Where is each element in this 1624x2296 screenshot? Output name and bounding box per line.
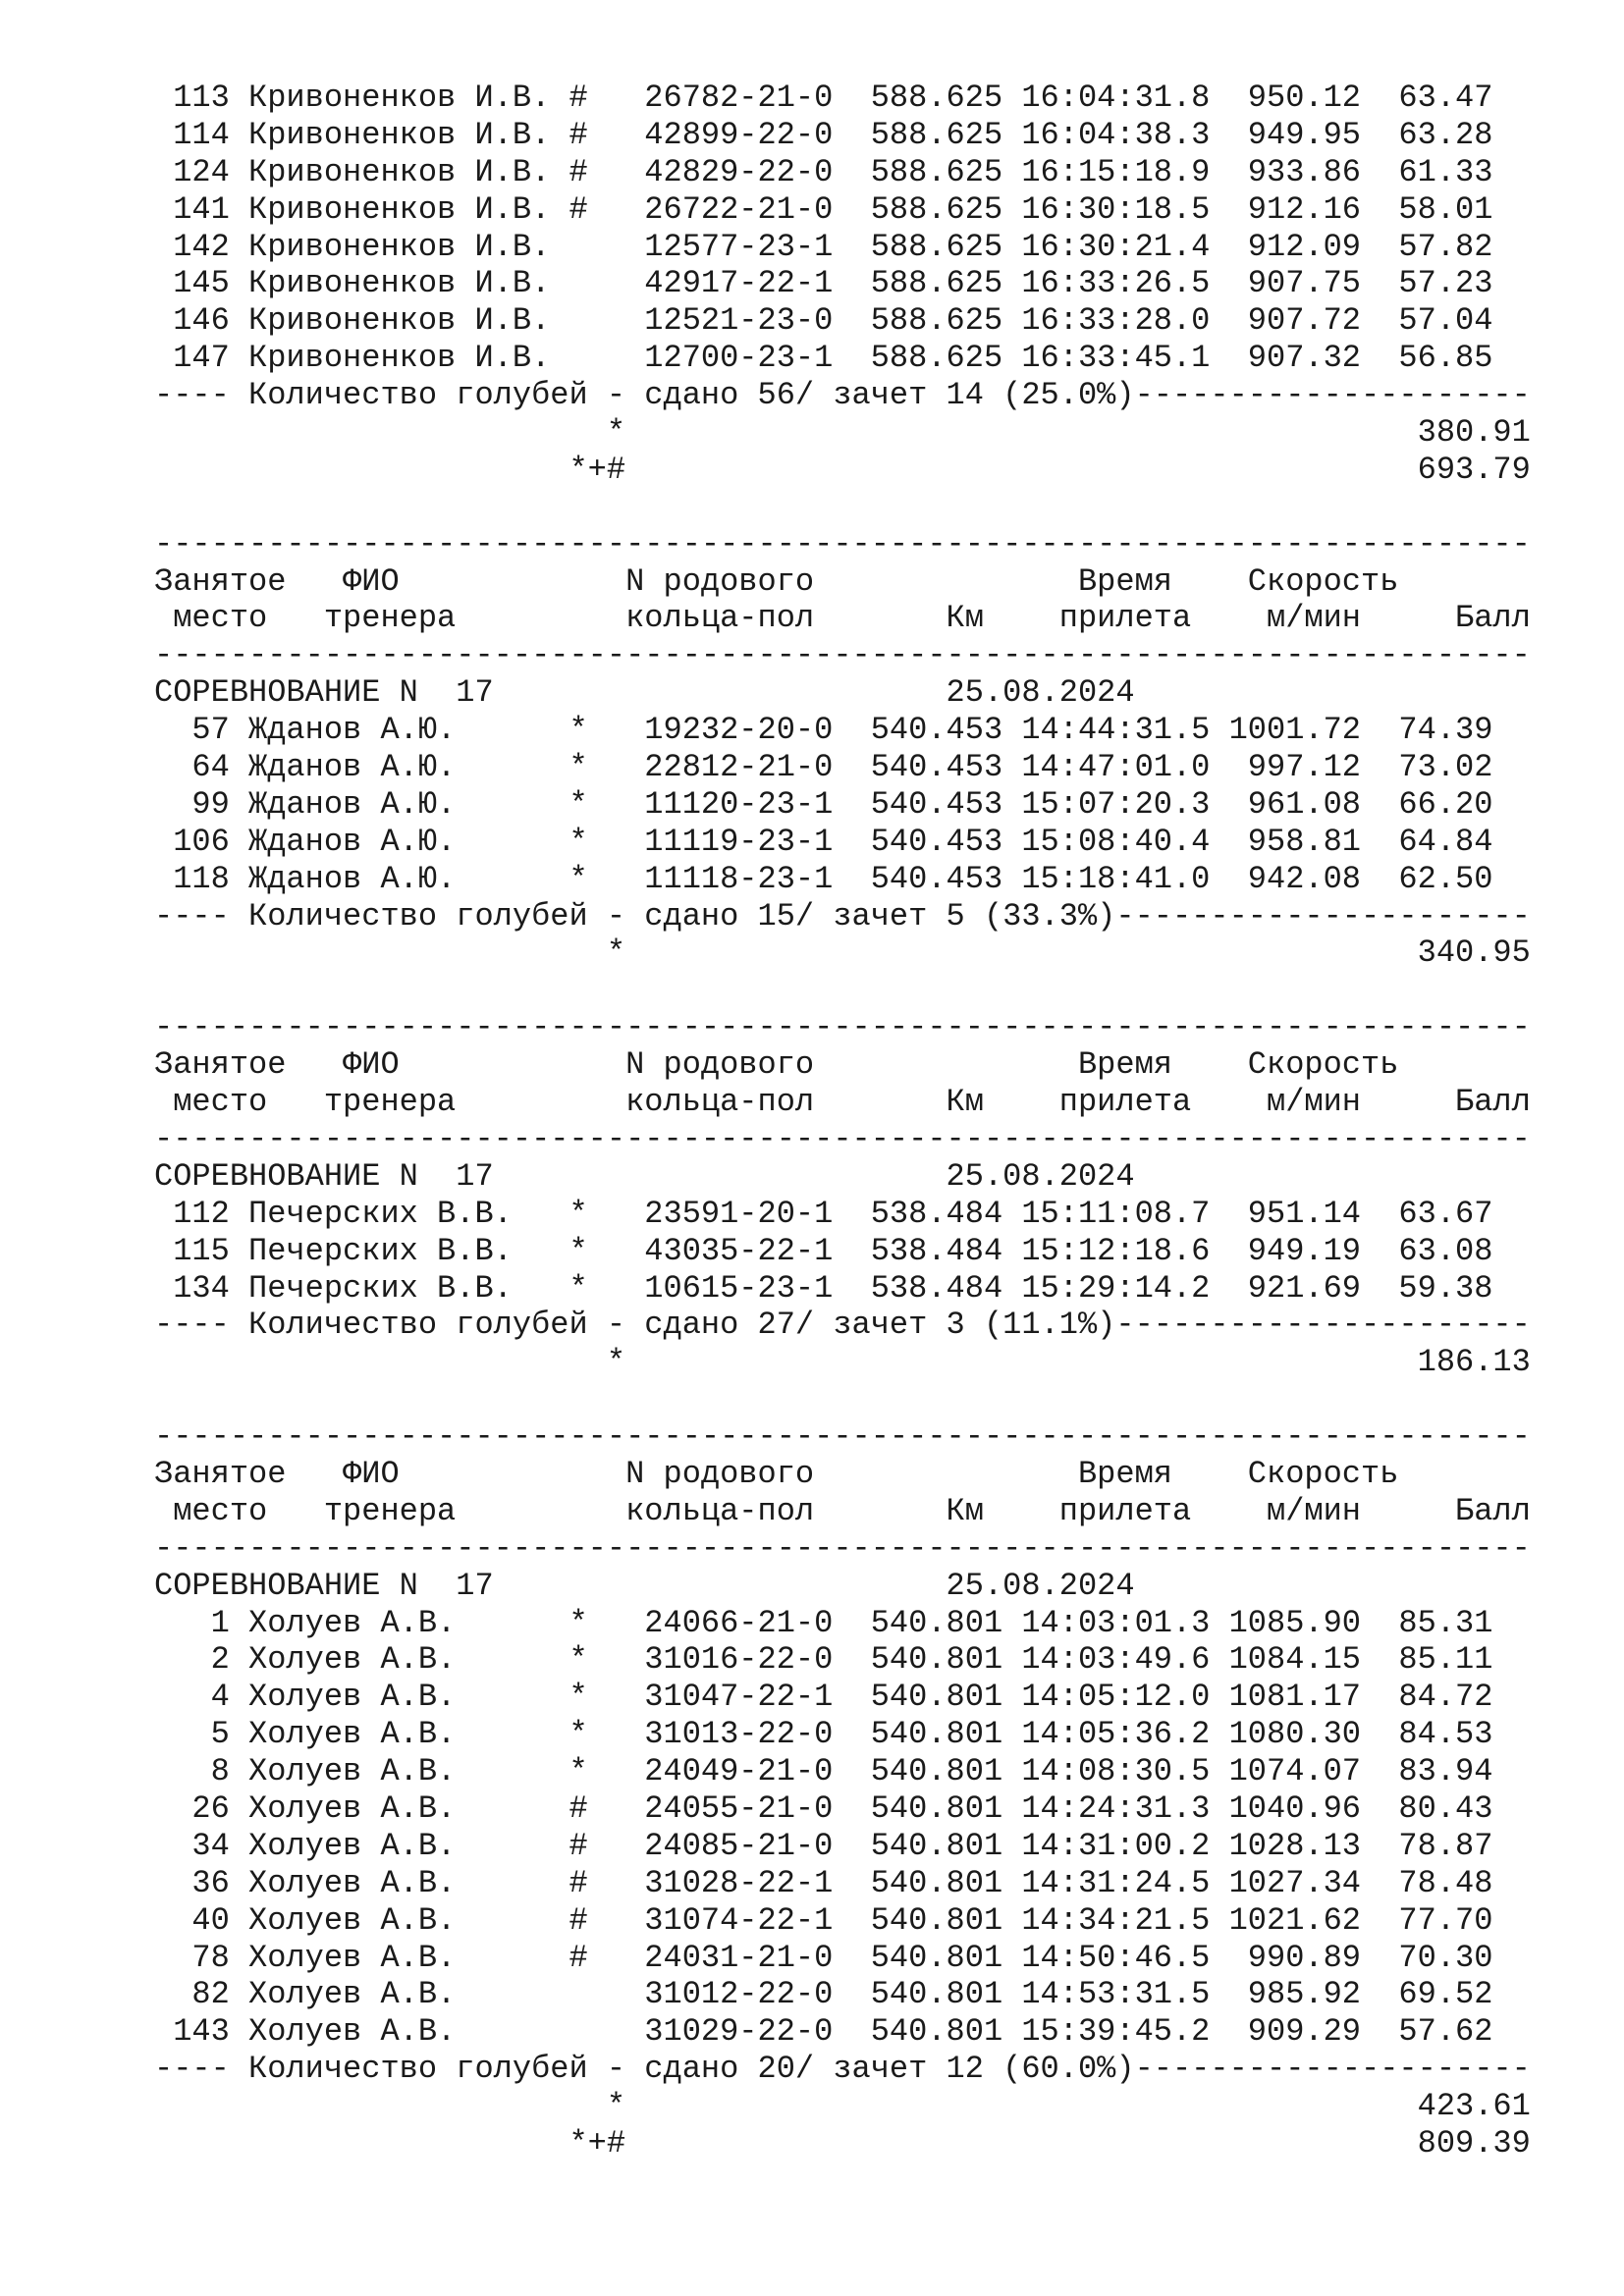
table-row: 4 Холуев А.В. * 31047-22-1 540.801 14:05:12.0 1081.17 84.72 — [154, 1679, 1493, 1716]
separator: ------------------------------------------------------------------------- — [154, 1120, 1531, 1157]
table-row: 34 Холуев А.В. # 24085-21-0 540.801 14:31:00.2 1028.13 78.87 — [154, 1827, 1493, 1864]
competition-title: СОРЕВНОВАНИЕ N 17 25.08.2024 — [154, 1157, 1135, 1195]
table-header-top: Занятое ФИО N родового Время Скорость — [154, 1046, 1399, 1084]
total-row: * 340.95 — [154, 934, 1531, 972]
table-row: 1 Холуев А.В. * 24066-21-0 540.801 14:03:01.3 1085.90 85.31 — [154, 1604, 1493, 1641]
competition-title: СОРЕВНОВАНИЕ N 17 25.08.2024 — [154, 1567, 1135, 1604]
total-row: * 423.61 — [154, 2088, 1531, 2125]
table-row: 124 Кривоненков И.В. # 42829-22-0 588.625 16:15:18.9 933.86 61.33 — [154, 153, 1493, 190]
table-header-bottom: место тренера кольца-пол Км прилета м/мин Балл — [154, 600, 1531, 637]
total-row: *+# 809.39 — [154, 2124, 1531, 2162]
table-row: 143 Холуев А.В. 31029-22-0 540.801 15:39:45.2 909.29 57.62 — [154, 2013, 1493, 2051]
table-row: 142 Кривоненков И.В. 12577-23-1 588.625 16:30:21.4 912.09 57.82 — [154, 228, 1493, 265]
total-row: * 186.13 — [154, 1344, 1531, 1381]
table-row: 106 Жданов А.Ю. * 11119-23-1 540.453 15:08:40.4 958.81 64.84 — [154, 823, 1493, 860]
table-row: 112 Печерских В.В. * 23591-20-1 538.484 15:11:08.7 951.14 63.67 — [154, 1195, 1493, 1232]
table-row: 115 Печерских В.В. * 43035-22-1 538.484 15:12:18.6 949.19 63.08 — [154, 1232, 1493, 1269]
table-header-bottom: место тренера кольца-пол Км прилета м/мин Балл — [154, 1492, 1531, 1529]
table-row: 57 Жданов А.Ю. * 19232-20-0 540.453 14:44:31.5 1001.72 74.39 — [154, 712, 1493, 749]
table-row: 40 Холуев А.В. # 31074-22-1 540.801 14:34:21.5 1021.62 77.70 — [154, 1901, 1493, 1939]
total-row: * 380.91 — [154, 414, 1531, 452]
summary-line: ---- Количество голубей - сдано 27/ зачет 3 (11.1%)---------------------- — [154, 1307, 1531, 1344]
table-row: 26 Холуев А.В. # 24055-21-0 540.801 14:24:31.3 1040.96 80.43 — [154, 1789, 1493, 1827]
separator: ------------------------------------------------------------------------- — [154, 1529, 1531, 1567]
table-header-top: Занятое ФИО N родового Время Скорость — [154, 1455, 1399, 1492]
spacer — [154, 972, 1531, 1009]
separator: ------------------------------------------------------------------------- — [154, 1418, 1531, 1456]
table-row: 5 Холуев А.В. * 31013-22-0 540.801 14:05:36.2 1080.30 84.53 — [154, 1716, 1493, 1753]
table-row: 36 Холуев А.В. # 31028-22-1 540.801 14:31:24.5 1027.34 78.48 — [154, 1864, 1493, 1901]
summary-line: ---- Количество голубей - сдано 15/ зачет 5 (33.3%)---------------------- — [154, 897, 1531, 934]
table-row: 114 Кривоненков И.В. # 42899-22-0 588.625 16:04:38.3 949.95 63.28 — [154, 116, 1493, 153]
table-row: 145 Кривоненков И.В. 42917-22-1 588.625 16:33:26.5 907.75 57.23 — [154, 265, 1493, 302]
table-row: 146 Кривоненков И.В. 12521-23-0 588.625 16:33:28.0 907.72 57.04 — [154, 302, 1493, 340]
spacer — [154, 489, 1531, 526]
summary-line: ---- Количество голубей - сдано 56/ зачет 14 (25.0%)--------------------- — [154, 377, 1531, 414]
table-row: 118 Жданов А.Ю. * 11118-23-1 540.453 15:18:41.0 942.08 62.50 — [154, 860, 1493, 897]
separator: ------------------------------------------------------------------------- — [154, 637, 1531, 674]
table-row: 113 Кривоненков И.В. # 26782-21-0 588.625 16:04:31.8 950.12 63.47 — [154, 80, 1493, 116]
separator: ------------------------------------------------------------------------- — [154, 1009, 1531, 1046]
table-header-bottom: место тренера кольца-пол Км прилета м/мин Балл — [154, 1084, 1531, 1121]
table-row: 8 Холуев А.В. * 24049-21-0 540.801 14:08:30.5 1074.07 83.94 — [154, 1753, 1493, 1790]
total-row: *+# 693.79 — [154, 451, 1531, 488]
table-row: 141 Кривоненков И.В. # 26722-21-0 588.625 16:30:18.5 912.16 58.01 — [154, 190, 1493, 228]
separator: ------------------------------------------------------------------------- — [154, 525, 1531, 562]
competition-title: СОРЕВНОВАНИЕ N 17 25.08.2024 — [154, 674, 1135, 712]
spacer — [154, 1381, 1531, 1418]
table-row: 82 Холуев А.В. 31012-22-0 540.801 14:53:31.5 985.92 69.52 — [154, 1976, 1493, 2013]
results-report — [154, 80, 1531, 2163]
table-row: 64 Жданов А.Ю. * 22812-21-0 540.453 14:47:01.0 997.12 73.02 — [154, 749, 1493, 786]
summary-line: ---- Количество голубей - сдано 20/ зачет 12 (60.0%)--------------------- — [154, 2051, 1531, 2088]
table-row: 2 Холуев А.В. * 31016-22-0 540.801 14:03:49.6 1084.15 85.11 — [154, 1641, 1493, 1679]
table-row: 99 Жданов А.Ю. * 11120-23-1 540.453 15:07:20.3 961.08 66.20 — [154, 785, 1493, 823]
table-row: 78 Холуев А.В. # 24031-21-0 540.801 14:50:46.5 990.89 70.30 — [154, 1939, 1493, 1976]
table-header-top: Занятое ФИО N родового Время Скорость — [154, 562, 1399, 600]
table-row: 134 Печерских В.В. * 10615-23-1 538.484 15:29:14.2 921.69 59.38 — [154, 1269, 1493, 1307]
table-row: 147 Кривоненков И.В. 12700-23-1 588.625 16:33:45.1 907.32 56.85 — [154, 340, 1493, 377]
